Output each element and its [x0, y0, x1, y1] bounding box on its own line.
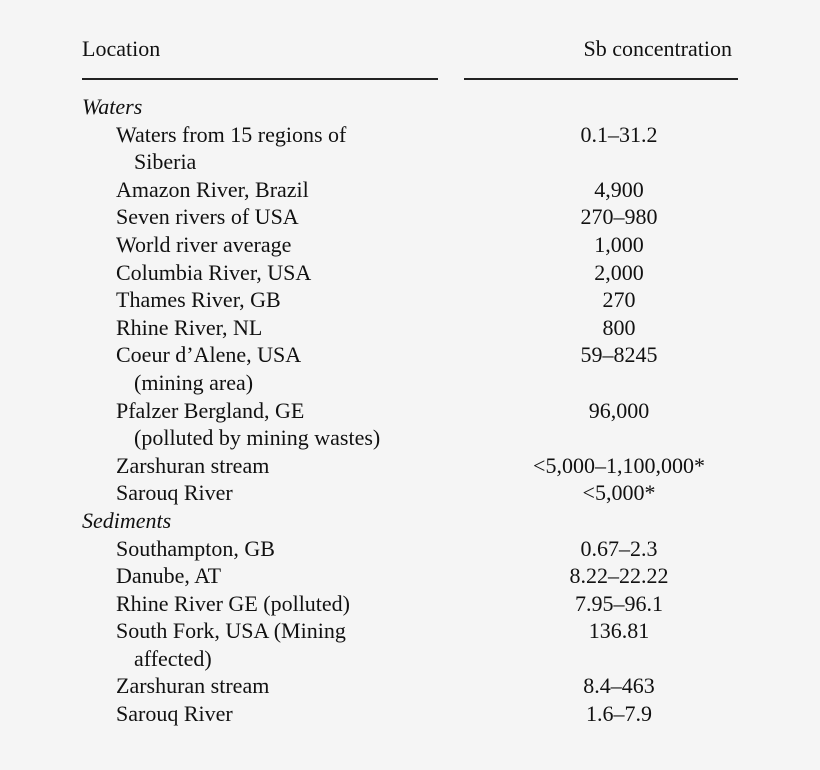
- sb-concentration-cell: 136.81: [588, 618, 650, 644]
- sb-concentration-cell: 4,900: [594, 176, 644, 202]
- table-row: [82, 562, 738, 590]
- table-body: [82, 93, 738, 728]
- header-rule-location: [82, 78, 438, 80]
- table-row: [82, 121, 738, 149]
- table-row: [82, 286, 738, 314]
- section-title: Waters: [82, 94, 143, 119]
- section-header-row: [82, 93, 738, 121]
- table-row: [82, 203, 738, 231]
- sb-concentration-cell: 2,000: [594, 259, 644, 285]
- table-row: [82, 231, 738, 259]
- header-sb-concentration: Sb concentration: [583, 36, 732, 61]
- sb-concentration-cell: 8.4–463: [583, 673, 655, 699]
- section-title: Sediments: [82, 507, 172, 533]
- sb-concentration-cell: 8.22–22.22: [569, 563, 669, 589]
- sb-concentration-cell: <5,000*: [582, 480, 656, 506]
- table-row: [82, 341, 738, 369]
- table-row: [82, 397, 738, 425]
- table-row: [82, 479, 738, 507]
- table-row: [82, 672, 738, 700]
- location-cell: Pfalzer Bergland, GE: [116, 397, 305, 423]
- sb-concentration-cell: 1,000: [594, 231, 644, 257]
- location-cell: World river average: [116, 231, 292, 257]
- location-cell: Rhine River GE (polluted): [116, 590, 351, 616]
- table-row-continuation: [82, 424, 738, 452]
- location-cell: (polluted by mining wastes): [134, 425, 381, 451]
- table-row-continuation: [82, 369, 738, 397]
- location-cell: Sarouq River: [116, 480, 233, 506]
- location-cell: Thames River, GB: [116, 287, 281, 313]
- sb-concentration-cell: 7.95–96.1: [575, 590, 663, 616]
- sb-concentration-cell: 800: [602, 314, 636, 340]
- table-row-continuation: [82, 148, 738, 176]
- sb-concentration-cell: 270: [602, 287, 636, 313]
- table-row: [82, 259, 738, 287]
- section-header-row: [82, 507, 738, 535]
- sb-concentration-cell: 1.6–7.9: [586, 701, 652, 727]
- location-cell: South Fork, USA (Mining: [116, 618, 346, 644]
- location-cell: Southampton, GB: [116, 535, 275, 561]
- sb-concentration-cell: 0.1–31.2: [580, 121, 658, 147]
- location-cell: Coeur d’Alene, USA: [116, 342, 302, 368]
- location-cell: Zarshuran stream: [116, 673, 270, 699]
- location-cell: affected): [134, 645, 212, 671]
- sb-concentration-cell: 270–980: [580, 204, 658, 230]
- table-row-continuation: [82, 645, 738, 673]
- table-row: [82, 590, 738, 618]
- location-cell: Siberia: [134, 149, 197, 175]
- location-cell: Danube, AT: [116, 563, 222, 589]
- header-location: Location: [82, 36, 161, 61]
- table-header: [82, 36, 738, 66]
- table-row: [82, 452, 738, 480]
- sb-concentration-cell: 96,000: [588, 397, 650, 423]
- header-rule-concentration: [464, 78, 738, 80]
- table-row: [82, 700, 738, 728]
- table-row: [82, 617, 738, 645]
- location-cell: Seven rivers of USA: [116, 204, 299, 230]
- location-cell: Waters from 15 regions of: [116, 121, 347, 147]
- location-cell: (mining area): [134, 369, 254, 395]
- table-row: [82, 176, 738, 204]
- sb-concentration-cell: 59–8245: [580, 342, 658, 368]
- location-cell: Zarshuran stream: [116, 452, 270, 478]
- sb-concentration-cell: <5,000–1,100,000*: [533, 452, 705, 478]
- location-cell: Sarouq River: [116, 701, 233, 727]
- location-cell: Rhine River, NL: [116, 314, 263, 340]
- location-cell: Columbia River, USA: [116, 259, 312, 285]
- location-cell: Amazon River, Brazil: [116, 176, 309, 202]
- table-row: [82, 535, 738, 563]
- table-row: [82, 314, 738, 342]
- sb-concentration-cell: 0.67–2.3: [580, 535, 658, 561]
